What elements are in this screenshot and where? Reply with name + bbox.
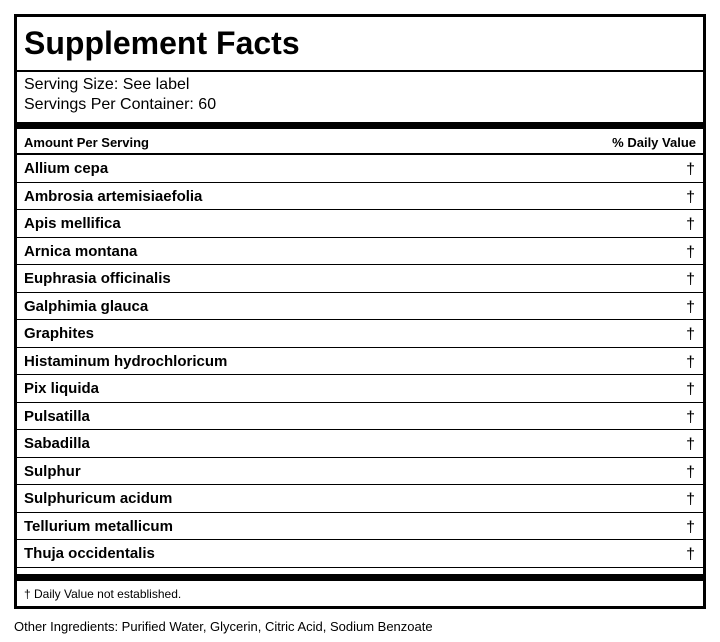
daily-value-mark: †: [686, 353, 695, 371]
ingredient-name: Arnica montana: [24, 242, 138, 260]
daily-value-mark: †: [686, 161, 695, 178]
ingredient-name: Tellurium metallicum: [24, 517, 173, 535]
ingredient-row: [17, 293, 703, 321]
ingredient-row: [17, 320, 703, 348]
column-header-row: [17, 129, 703, 153]
ingredient-name: Ambrosia artemisiaefolia: [24, 187, 203, 205]
daily-value-mark: †: [686, 518, 695, 536]
ingredient-row: [17, 403, 703, 431]
daily-value-mark: †: [686, 298, 695, 316]
panel-title: Supplement Facts: [24, 25, 300, 61]
daily-value-mark: †: [686, 436, 695, 453]
ingredient-row: [17, 458, 703, 486]
daily-value-mark: †: [686, 216, 695, 233]
ingredient-row: [17, 265, 703, 293]
daily-value-mark: †: [686, 491, 695, 508]
ingredient-name: Thuja occidentalis: [24, 545, 155, 562]
ingredient-row: [17, 485, 703, 513]
daily-value-mark: †: [686, 463, 695, 481]
ingredient-name: Sulphuricum acidum: [24, 490, 173, 507]
ingredient-name: Apis mellifica: [24, 215, 121, 232]
title-divider: [17, 70, 703, 72]
thick-divider-top: [17, 122, 703, 129]
ingredient-row: [17, 430, 703, 458]
ingredient-row: [17, 348, 703, 376]
daily-value-mark: †: [686, 381, 695, 398]
thick-divider-bottom: [17, 574, 703, 581]
daily-value-mark: †: [686, 243, 695, 261]
supplement-facts-panel: [14, 14, 706, 609]
daily-value-mark: †: [686, 326, 695, 343]
daily-value-mark: †: [686, 546, 695, 563]
ingredient-name: Galphimia glauca: [24, 297, 149, 315]
ingredient-row: [17, 155, 703, 183]
ingredient-name: Pix liquida: [24, 380, 100, 397]
daily-value-mark: †: [686, 188, 695, 206]
ingredient-row: [17, 210, 703, 238]
serving-size: Serving Size: See label: [24, 76, 190, 93]
serving-info: [24, 75, 216, 115]
daily-value-mark: †: [686, 408, 695, 426]
daily-value-mark: †: [686, 271, 695, 288]
ingredient-name: Euphrasia officinalis: [24, 270, 171, 287]
ingredient-name: Graphites: [24, 325, 95, 342]
ingredient-name: Pulsatilla: [24, 407, 90, 425]
ingredient-name: Allium cepa: [24, 160, 109, 177]
ingredient-row: [17, 513, 703, 541]
amount-per-serving-header: Amount Per Serving: [24, 135, 149, 150]
footnote: † Daily Value not established.: [24, 587, 182, 601]
ingredient-list: [17, 155, 703, 568]
other-ingredients: Other Ingredients: Purified Water, Glycerin, Citric Acid, Sodium Benzoate: [14, 619, 433, 634]
ingredient-name: Sulphur: [24, 462, 81, 480]
ingredient-row: [17, 540, 703, 568]
ingredient-name: Histaminum hydrochloricum: [24, 352, 228, 370]
ingredient-row: [17, 238, 703, 266]
daily-value-header: % Daily Value: [612, 135, 696, 150]
servings-per-container: Servings Per Container: 60: [24, 96, 217, 113]
ingredient-row: [17, 375, 703, 403]
ingredient-row: [17, 183, 703, 211]
ingredient-name: Sabadilla: [24, 435, 90, 452]
